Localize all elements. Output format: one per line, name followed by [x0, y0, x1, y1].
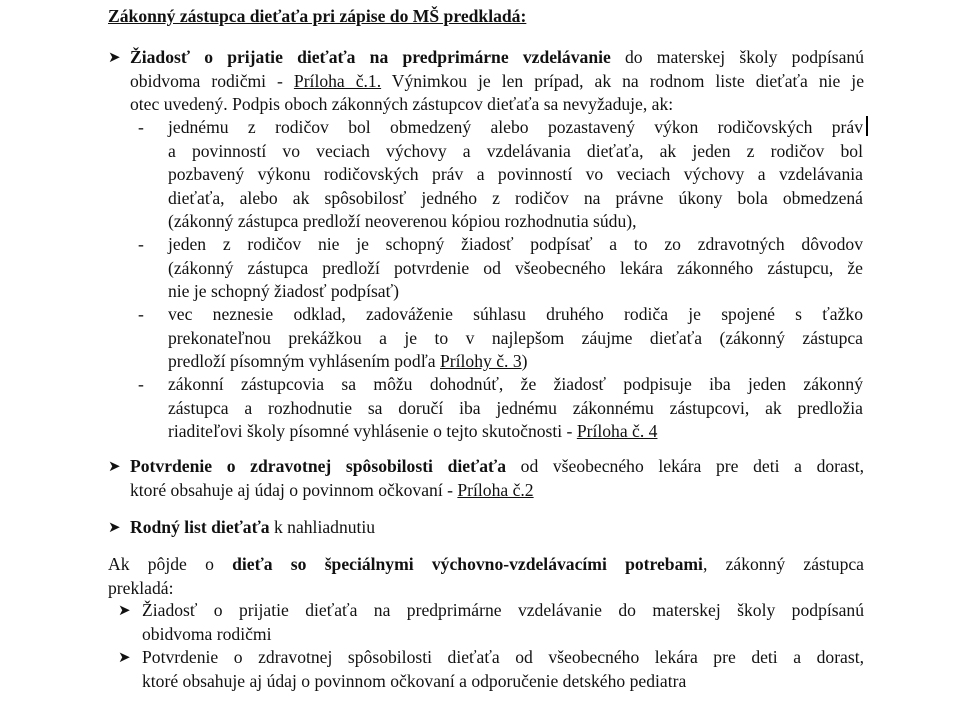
requirement-item-application [108, 46, 864, 117]
attachment-4-link[interactable]: Príloha č. 4 [576, 421, 658, 441]
exception-item-1: jednému z rodičov bol obmedzený alebo pozastavený výkon rodičovských práv a povinností vo veciach výchovy a vzdelávania dieťaťa, ak jeden z rodičov bol pozbavený výkonu rodičovských práv a povinností vo veciach výchovy a vzdelávania dieťaťa, alebo ak spôsobilosť jedného z rodičov na právne úkony bola obmedzená (zákonný zástupca predloží neoverenou kópiou rozhodnutia súdu), [168, 117, 863, 231]
arrow-bullet-icon: ➤ [108, 518, 121, 536]
attachment-1-link[interactable]: Príloha č.1. [293, 70, 382, 91]
dash-bullet: - [138, 117, 144, 137]
special-item-health-certificate: ➤ Potvrdenie o zdravotnej spôsobilosti dieťaťa od všeobecného lekára pre deti a dorast, ktoré obsahuje aj údaj o povinnom očkovaní a odporučenie detského pediatra [118, 647, 864, 691]
arrow-bullet-icon: ➤ [118, 648, 131, 666]
attachment-3-link[interactable]: Prílohy č. 3 [440, 351, 522, 371]
requirement-item-birth-certificate: ➤ Rodný list dieťaťa k nahliadnutiu [108, 516, 864, 540]
item-line: obidvoma rodičmi - Príloha č.1. Výnimkou je len prípad, ak na rodnom liste dieťaťa nie je [130, 70, 865, 91]
special-needs-paragraph: Ak pôjde o dieťa so špeciálnymi výchovno-vzdelávacími potrebami, zákonný zástupca prekladá: [108, 554, 864, 598]
arrow-bullet-icon: ➤ [118, 601, 131, 619]
dash-bullet: - [138, 304, 144, 324]
exception-item-2: jeden z rodičov nie je schopný žiadosť podpísať a to zo zdravotných dôvodov (zákonný zástupca predloží potvrdenie od všeobecného lekára zákonného zástupcu, že nie je schopný žiadosť podpísať) [168, 234, 863, 301]
special-item-application: ➤ Žiadosť o prijatie dieťaťa na predprimárne vzdelávanie do materskej školy podpísanú obidvoma rodičmi [118, 600, 864, 644]
exception-item-3: vec neznesie odklad, zadováženie súhlasu druhého rodiča je spojené s ťažko prekonateľnou prekážkou a je to v najlepšom záujme dieťaťa (zákonný zástupca predloží písomným vyhlásením podľa Prílohy č. 3) [168, 304, 863, 371]
item-bold-title: Rodný list dieťaťa [130, 517, 270, 537]
arrow-bullet-icon: ➤ [108, 48, 121, 66]
arrow-bullet-icon: ➤ [108, 457, 121, 475]
item-line: otec uvedený. Podpis oboch zákonných zástupcov dieťaťa sa nevyžaduje, ak: [130, 94, 674, 114]
item-bold-title: Potvrdenie o zdravotnej spôsobilosti dieťaťa [130, 456, 506, 476]
text-cursor [866, 116, 868, 136]
dash-bullet: - [138, 234, 144, 254]
item-line: Žiadosť o prijatie dieťaťa na predprimárne vzdelávanie do materskej školy podpísanú [130, 47, 864, 67]
attachment-2-link[interactable]: Príloha č.2 [457, 479, 534, 500]
exception-item-4: zákonní zástupcovia sa môžu dohodnúť, že žiadosť podpisuje iba jeden zákonný zástupca a rozhodnutie sa doručí iba jednému zákonnému zástupcovi, ak predložia riaditeľovi školy písomné vyhlásenie o tejto skutočnosti - Príloha č. 4 [168, 374, 863, 441]
item-bold-title: Žiadosť o prijatie dieťaťa na predprimárne vzdelávanie [130, 47, 611, 67]
dash-bullet: - [138, 374, 144, 394]
requirement-item-health-certificate: ➤ Potvrdenie o zdravotnej spôsobilosti dieťaťa od všeobecného lekára pre deti a dorast, ktoré obsahuje aj údaj o povinnom očkovaní - Príloha č.2 [108, 456, 864, 500]
document-heading: Zákonný zástupca dieťaťa pri zápise do MŠ predkladá: [108, 6, 527, 26]
